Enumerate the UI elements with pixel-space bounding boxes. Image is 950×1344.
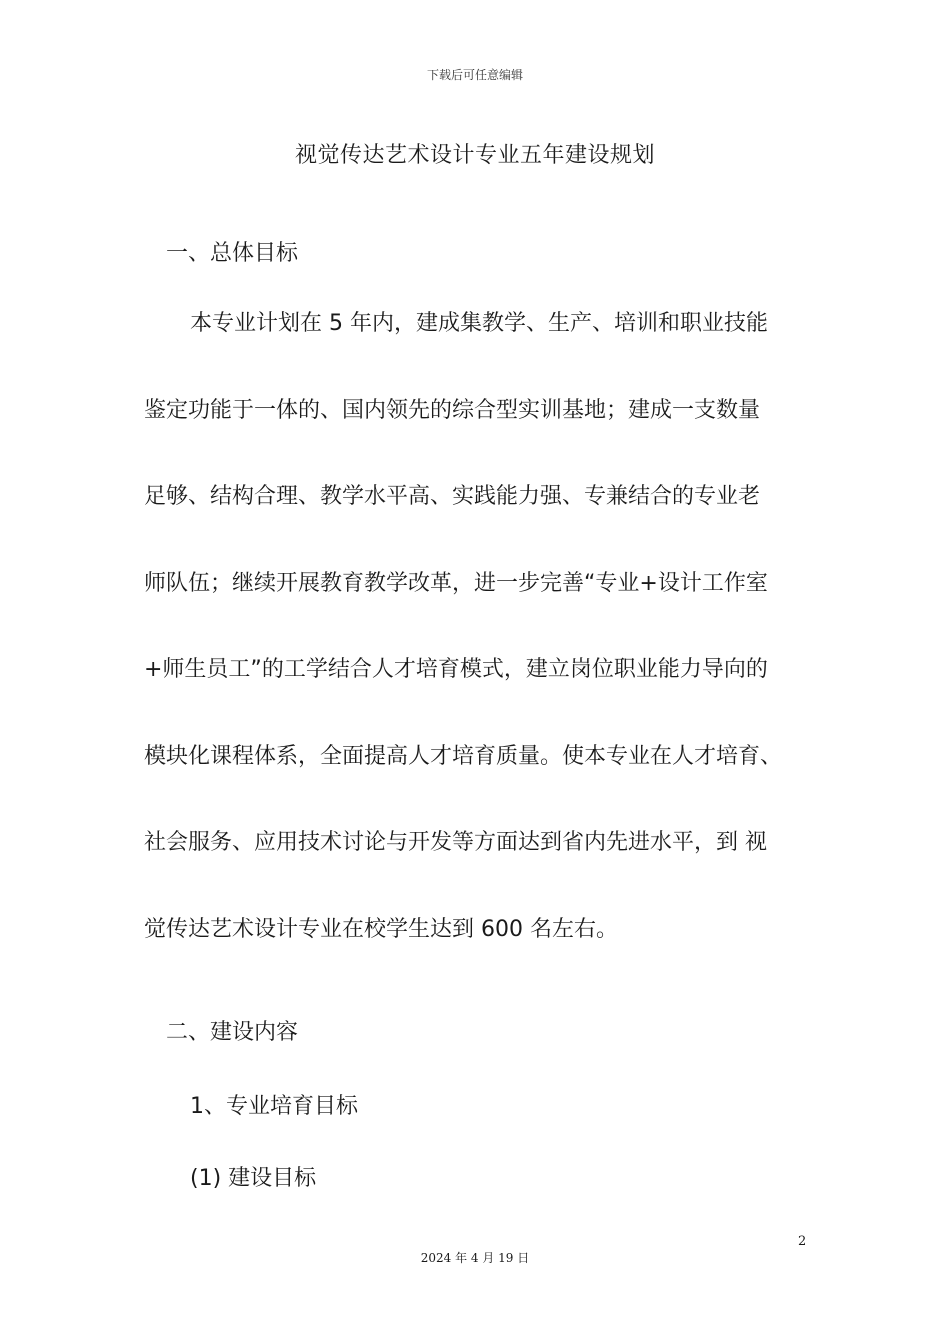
footer-date: 2024 年 4 月 19 日 [420, 1251, 530, 1265]
section-heading-overall-goals: 一、总体目标 [166, 241, 299, 266]
paragraph-line: 足够、结构合理、教学水平高、实践能力强、专兼结合的专业老 [144, 484, 761, 509]
paragraph-line: 社会服务、应用技术讨论与开发等方面达到省内先进水平，到 视 [144, 830, 767, 855]
paragraph-line: 本专业计划在 5 年内，建成集教学、生产、培训和职业技能 [190, 311, 768, 336]
document-title: 视觉传达艺术设计专业五年建设规划 [294, 143, 655, 168]
item-heading-construction-goals: (1) 建设目标 [190, 1166, 317, 1191]
section-heading-construction-content: 二、建设内容 [166, 1020, 299, 1045]
paragraph-line: 师队伍；继续开展教育教学改革，进一步完善“专业+设计工作室 [144, 570, 768, 596]
page-number: 2 [798, 1234, 807, 1249]
header-note: 下载后可任意编辑 [426, 68, 523, 82]
paragraph-line: +师生员工”的工学结合人才培育模式，建立岗位职业能力导向的 [144, 657, 768, 682]
body-paragraph [144, 306, 824, 998]
paragraph-line: 鉴定功能于一体的、国内领先的综合型实训基地；建成一支数量 [144, 397, 761, 423]
subsection-heading-training-goals: 1、专业培育目标 [190, 1094, 358, 1119]
paragraph-line: 模块化课程体系，全面提高人才培育质量。使本专业在人才培育、 [144, 743, 783, 769]
paragraph-line: 觉传达艺术设计专业在校学生达到 600 名左右。 [144, 916, 618, 942]
